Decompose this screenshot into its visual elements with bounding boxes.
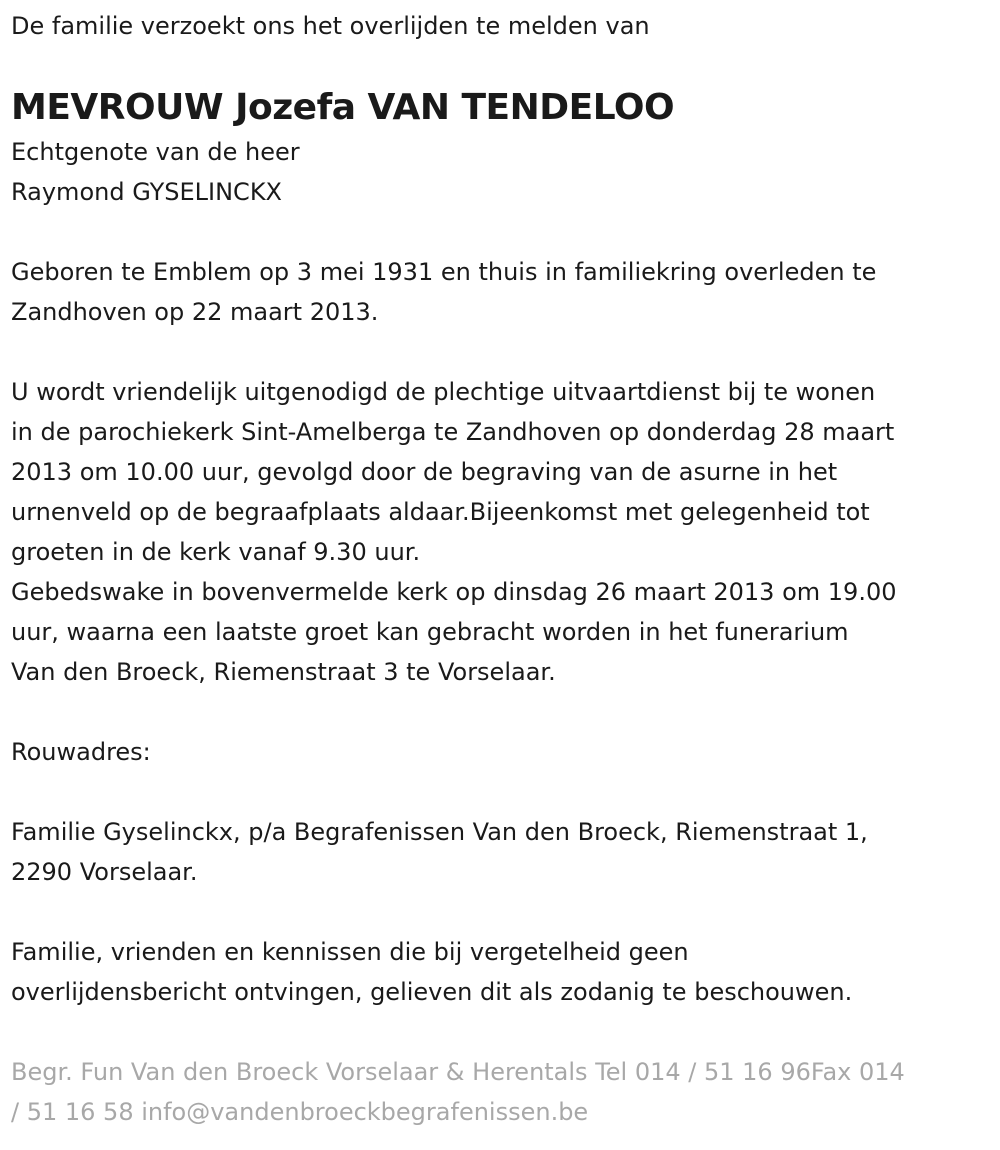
spouse-block <box>11 132 996 212</box>
paragraph-line: Familie, vrienden en kennissen die bij vergetelheid geen <box>11 938 689 966</box>
paragraph-line: 2290 Vorselaar. <box>11 858 198 886</box>
paragraph-line: Geboren te Emblem op 3 mei 1931 en thuis in familiekring overleden te <box>11 258 877 286</box>
death-notice <box>11 8 996 1132</box>
spacer <box>11 1012 996 1052</box>
paragraph-line: uur, waarna een laatste groet kan gebracht worden in het funerarium <box>11 618 849 646</box>
footer-line: Begr. Fun Van den Broeck Vorselaar & Herentals Tel 014 / 51 16 96Fax 014 <box>11 1058 905 1086</box>
paragraph-line: Zandhoven op 22 maart 2013. <box>11 298 379 326</box>
spacer <box>11 772 996 812</box>
paragraph-line: in de parochiekerk Sint-Amelberga te Zandhoven op donderdag 28 maart <box>11 418 895 446</box>
paragraph-line: 2013 om 10.00 uur, gevolgd door de begraving van de asurne in het <box>11 458 838 486</box>
address-heading: Rouwadres: <box>11 738 151 766</box>
address-paragraph <box>11 812 996 892</box>
closing-paragraph <box>11 932 996 1012</box>
paragraph-line: urnenveld op de begraafplaats aldaar.Bijeenkomst met gelegenheid tot <box>11 498 870 526</box>
spacer <box>11 892 996 932</box>
spouse-line: Echtgenote van de heer <box>11 138 300 166</box>
paragraph-line: Van den Broeck, Riemenstraat 3 te Vorselaar. <box>11 658 556 686</box>
paragraph-line: U wordt vriendelijk uitgenodigd de plechtige uitvaartdienst bij te wonen <box>11 378 876 406</box>
spacer <box>11 332 996 372</box>
deceased-name: MEVROUW Jozefa VAN TENDELOO <box>11 87 675 128</box>
paragraph-line: Gebedswake in bovenvermelde kerk op dinsdag 26 maart 2013 om 19.00 <box>11 578 897 606</box>
birth-death-paragraph <box>11 252 996 332</box>
paragraph-line: overlijdensbericht ontvingen, gelieven dit als zodanig te beschouwen. <box>11 978 853 1006</box>
paragraph-line: Familie Gyselinckx, p/a Begrafenissen Van den Broeck, Riemenstraat 1, <box>11 818 868 846</box>
spouse-line: Raymond GYSELINCKX <box>11 178 282 206</box>
intro-text: De familie verzoekt ons het overlijden te melden van <box>11 12 650 40</box>
spacer <box>11 212 996 252</box>
ceremony-paragraph <box>11 372 996 692</box>
paragraph-line: groeten in de kerk vanaf 9.30 uur. <box>11 538 421 566</box>
spacer <box>11 692 996 732</box>
funeral-home-footer <box>11 1052 996 1132</box>
footer-line: / 51 16 58 info@vandenbroeckbegrafenissen.be <box>11 1098 589 1126</box>
